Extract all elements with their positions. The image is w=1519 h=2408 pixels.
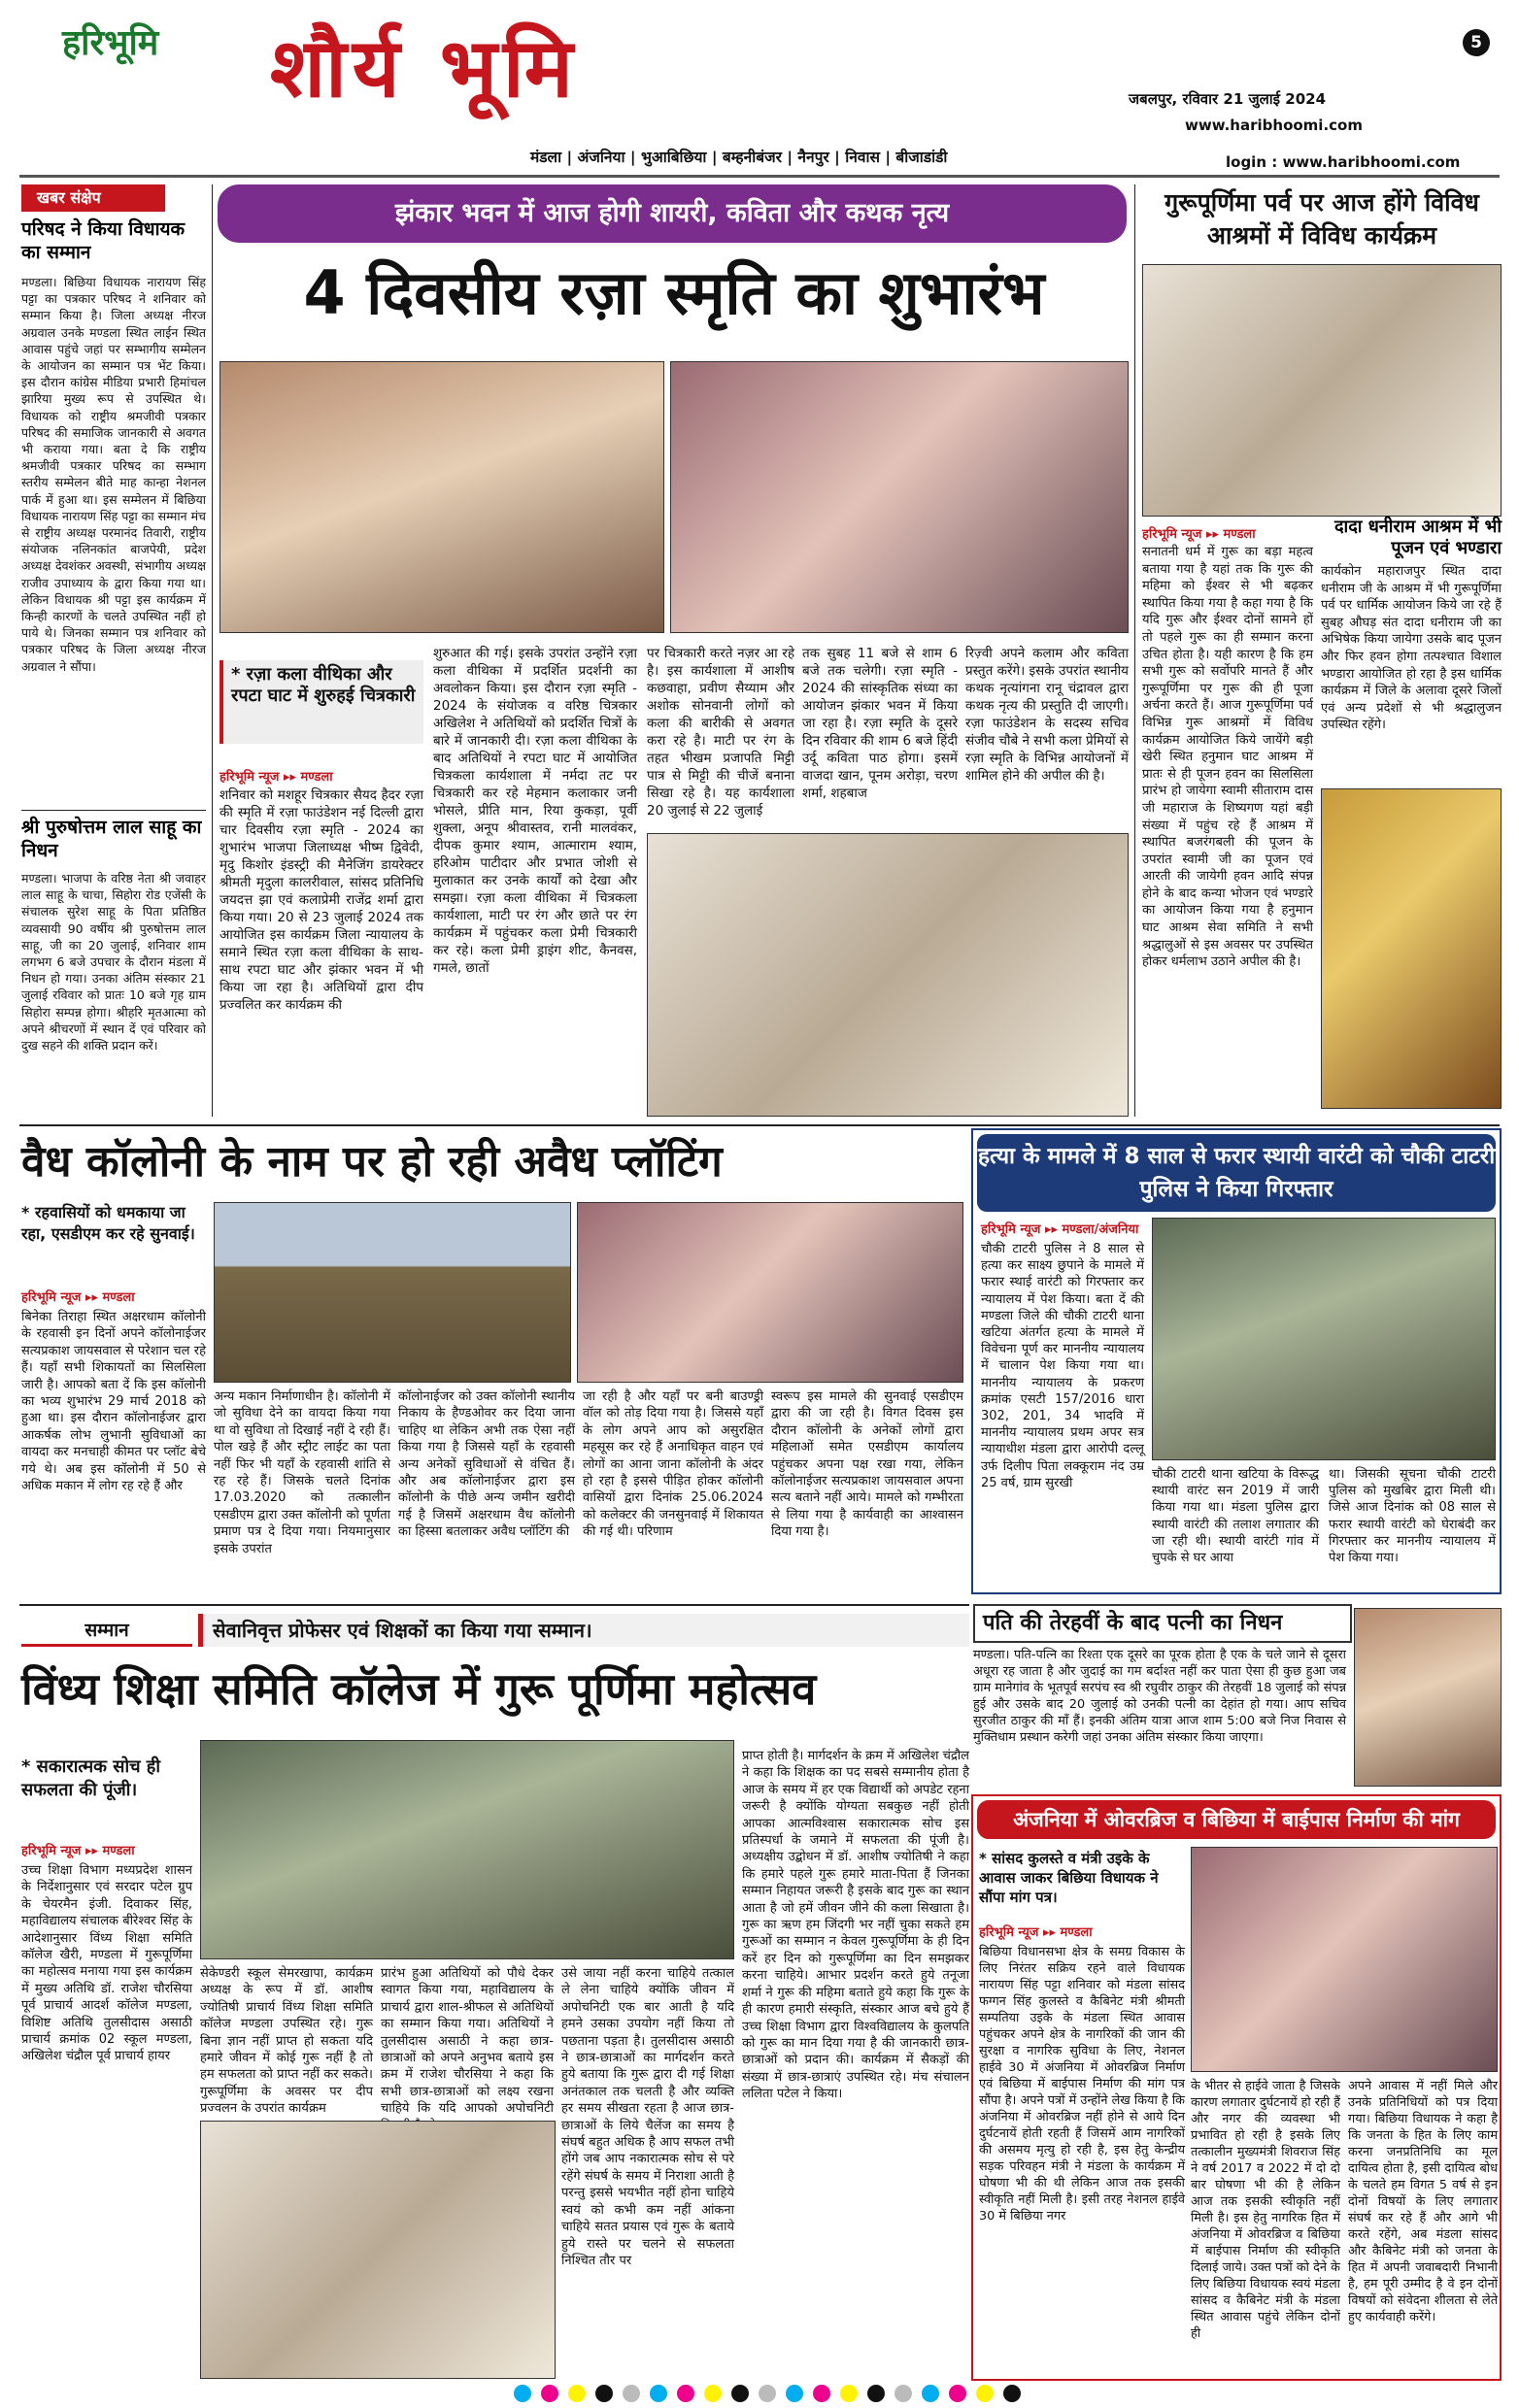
honor-tag: सम्मान [21, 1614, 192, 1647]
reg-dot [568, 2385, 586, 2402]
honor-col-1: उच्च शिक्षा विभाग मध्यप्रदेश शासन के निर्देशानुसार एवं सरदार पटेल ग्रुप के चेयरमैन इंजी. दिवाकर सिंह, महाविद्यालय संचालक बीरेश्वर सिंह के आदेशानुसार विंध्य शिक्षा समिति कॉलेज खैरी, मण्डला में गुरूपूर्णिमा का महोत्सव मनाया गया इस कार्यक्रम में मुख्य अतिथि डॉ. राजेश चौरसिया पूर्व प्राचार्य आदर्श कॉलेज मण्डला, विशिष्ट अतिथि तुलसीदास असाठी प्राचार्य क्रमांक 02 स्कूल मण्डला, अखिलेश चंद्रौल पूर्व प्राचार्य हायर [21, 1863, 192, 2064]
raza-callout: * रज़ा कला वीथिका और रपटा घाट में शुरुहई चित्रकारी [219, 660, 423, 744]
raza-col-2: शुरुआत की गई। इसके उपरांत उन्होंने रज़ा कला वीथिका में प्रदर्शित प्रदर्शनी का अवलोकन किया। इस दौरान रज़ा स्मृति - 2024 के संयोजक व वरिष्ठ चित्रकार अखिलेश ने अतिथियों को प्रदर्शित चित्रों के बारे में जानकारी दी। रज़ा कला वीथिका के बाद अतिथियों ने रपटा घाट में आयोजित चित्रकला कार्यशाला में नर्मदा तट पर चित्रकारी कर रहे मेहमान कलाकार जनी भोसले, प्रीति मान, रिया कुकड़ा, पूर्वी शुक्ला, अनूप श्रीवास्तव, रानी मालवंकर, दीपक कुमार श्याम, आत्माराम श्याम, हरिओम पाटीदार और प्रभात जोशी से मुलाकात कर उनके कार्यों को देखा और समझा। रज़ा कला वीथिका में चित्रकला कार्यशाला, माटी पर रंग और छाते पर रंग कार्यक्रम में पहुंचकर कला प्रेमी चित्रकारी कर रहे। कला प्रेमी ड्राइंग शीट, कैनवस, गमले, छातों [433, 646, 637, 976]
murder-col-1: चौकी टाटरी पुलिस ने 8 साल से हत्या कर साक्ष्य छुपाने के मामले में फरार स्थाई वारंटी को गिरफ्तार कर न्यायालय में पेश किया। बता दें की मण्डला जिले की चौकी टाटरी थाना खटिया अंतर्गत हत्या के मामले में विवेचना पूर्ण कर माननीय न्यायालय में चालान पेश किया गया था। माननीय न्यायालय के प्रकरण क्रमांक एसटी 157/2016 धारा 302, 201, 34 भादवि में माननीय न्यायालय प्रथम अपर सत्र न्यायाधीश मंडला द्वारा आरोपी दल्लू उर्फ दिलीप पिता लक्कूराम नंद उम्र 25 वर्ष, ग्राम सुरखी [981, 1242, 1144, 1490]
reg-dot [595, 2385, 613, 2402]
bypass-col-1: बिछिया विधानसभा क्षेत्र के समग्र विकास के लिए निरंतर सक्रिय रहने वाले विधायक नारायण सिंह पट्टा शनिवार को मंडला सांसद फग्गन सिंह कुलस्ते व कैबिनेट मंत्री श्रीमती सम्पतिया उइके के मंडला स्थित आवास पहुंचकर अपने क्षेत्र के नागरिकों की जान की सुरक्षा व नागरिक सुविधा के लिए, नेशनल हाईवे 30 में अंजनिया में ओवरब्रिज निर्माण एवं बिछिया में बाईपास निर्माण की मांग पत्र सौंपा है। अपने पत्रों में उन्होंने लेख किया है कि अंजनिया में ओवरब्रिज नहीं होने से आये दिन दुर्घटनायें होती रहती हैं जिसमें आम नागरिकों की असमय मृत्यु हो रही है, इस हेतु केन्द्रीय सड़क परिवहन मंत्री ने मंडला के कार्यक्रम में घोषणा भी की थी लेकिन आज तक इसकी स्वीकृति नहीं मिली है। इसी तरह नेशनल हाईवे 30 में बिछिया नगर [979, 1945, 1185, 2224]
bypass-story [971, 1794, 1502, 2381]
column-rule [212, 184, 213, 1117]
honor-col-5: प्राप्त होती है। मार्गदर्शन के क्रम में अखिलेश चंद्रौल ने कहा कि शिक्षक का पद सबसे सम्मानीय होता है आज के समय में हर एक विद्यार्थी को अपडेट रहना जरूरी है क्योंकि योग्यता सबकुछ नहीं होती आपका आत्मविश्वास सकारात्मक सोच इस प्रतिस्पर्धा के जमाने में सफलता की पूंजी है। अध्यक्षीय उद्बोधन में डॉ. आशीष ज्योतिषी ने कहा कि हमारे पहले गुरू हमारे माता-पिता हैं जिनका सम्मान निहायत जरूरी है इसके बाद गुरू का स्थान आता है जो हमें जीवन जीने की कला सिखाता है। गुरू का ऋण हम जिंदगी भर नहीं चुका सकते हम गुरूओं का सम्मान न केवल गुरूपूर्णिमा के ही दिन करें हर दिन को गुरूपूर्णिमा का दिन समझकर करना चाहिये। आभार प्रदर्शन करते हुये तनूजा शर्मा ने गुरू की महिमा बताते हुये कहा कि गुरू के ही कारण हमारी संस्कृति, संस्कार आज बचे हुये हैं उच्च शिक्षा विभाग द्वारा विश्वविद्यालय के कुलपति को गुरू का मान दिया गया है की जानकारी छात्र-छात्राओं को प्रदान की। कार्यक्रम में सैकड़ों की संख्या में छात्र-छात्राएं उपस्थित रहे। मंच संचालन ललिता पटेल ने किया। [742, 1749, 969, 2102]
widow-headline: पति की तेरहवीं के बाद पत्नी का निधन [973, 1604, 1352, 1643]
bypass-byline: हरिभूमि न्यूज ▸▸ मण्डला [979, 1925, 1093, 1940]
raza-byline: हरिभूमि न्यूज ▸▸ मण्डला [219, 770, 333, 785]
page-number: 5 [1463, 29, 1490, 56]
edition-title: शौर्य भूमि [270, 19, 579, 116]
reg-dot [922, 2385, 939, 2402]
reg-dot [895, 2385, 912, 2402]
guru-statue-photo [1142, 264, 1502, 517]
murder-byline: हरिभूमि न्यूज ▸▸ मण्डला/अंजनिया [981, 1222, 1139, 1237]
honor-callout: * सकारात्मक सोच ही सफलता की पूंजी। [21, 1756, 161, 1800]
widow-portrait-photo [1354, 1608, 1502, 1787]
honor-col-4: उसे जाया नहीं करना चाहिये तत्काल ले लेना चाहिये क्योंकि जीवन में अपोचनिटी एक बार आती है यदि हमने उसका उपयोग नहीं किया तो पछताना पड़ता है। तुलसीदास असाठी ने छात्र-छात्राओं का मार्गदर्शन करते हुये बताया कि गुरू द्वारा दी गई शिक्षा अनंतकाल तक चलती है और व्यक्ति हर समय सीखता रहता है आज छात्र-छात्राओं के लिये चैलेंज का समय है संघर्ष बहुत अधिक है आप सफल तभी होंगे जब आप नकारात्मक सोच से परे रहेंगे संघर्ष के समय में निराशा आती है परन्तु इससे भयभीत नहीं होना चाहिये स्वयं को कभी कम नहीं आंकना चाहिये सतत प्रयास एवं गुरू के बताये हुये रास्ते पर चलने से सफलता निश्चित तौर पर [561, 1966, 734, 2268]
colony-headline: वैध कॉलोनी के नाम पर हो रही अवैध प्लॉटिंग [21, 1137, 723, 1187]
colony-plot-photo [214, 1202, 571, 1383]
honor-col-2: सेकेण्डरी स्कूल सेमरखापा, कार्यक्रम अध्यक्ष के रूप में डॉ. आशीष ज्योतिषी प्राचार्य विंध्य शिक्षा समिति कॉलेज मण्डला उपस्थित रहे। गुरू बिना ज्ञान नहीं प्राप्त हो सकता यदि हमारे जीवन में कोई गुरू नहीं है तो हम सफलता को प्राप्त नहीं कर सकते। गुरूपूर्णिमा के अवसर पर दीप प्रज्वलन के उपरांत कार्यक्रम [200, 1966, 373, 2117]
brief-divider [21, 810, 206, 811]
brief-body-1: मण्डला। बिछिया विधायक नारायण सिंह पट्टा का पत्रकार परिषद ने शनिवार को सम्मान किया है। जिला अध्यक्ष नीरज अग्रवाल उनके मण्डला स्थित लाईन स्थित आवास पहुंचे जहां पर सम्भागीय सम्मेलन के आयोजन का सम्मान पत्र भेंट किया। इस दौरान कांग्रेस मीडिया प्रभारी हिमांचल झारिया मुख्य रूप से उपस्थित थे। विधायक को राष्ट्रीय श्रमजीवी पत्रकार परिषद की समाजिक जानकारी से अवगत भी कराया गया। बता दे कि राष्ट्रीय श्रमजीवी पत्रकार परिषद का सम्भाग स्तरीय सम्मेलन बीते माह कान्हा नेशनल पार्क में हुआ था। इस सम्मेलन में बिछिया विधायक नारायण सिंह पट्टा का सम्मान मंच से राष्ट्रीय अध्यक्ष परमानंद तिवारी, राष्ट्रीय संयोजक नलिनकांत बाजपेयी, प्रदेश अध्यक्ष देवशंकर अवस्थी, संभागीय अध्यक्ष राजीव उपाध्याय के द्वारा किया गया था। लेकिन विधायक श्री पट्टा इस कार्यक्रम में किन्ही कारणों के चलते उपस्थित नहीं हो पाये थे। जिनका सम्मान पत्र शनिवार को पत्रकार परिषद के जिला अध्यक्ष नीरज अग्रवाल ने सौंपा। [21, 275, 206, 674]
guru-shrine-photo [1321, 788, 1502, 1109]
raza-inauguration-photo [219, 361, 664, 633]
reg-dot [1003, 2385, 1021, 2402]
reg-dot [623, 2385, 640, 2402]
district-bar: मंडला | अंजनिया | भुआबिछिया | बम्हनीबंजर | नैनपुर | निवास | बीजाडांडी [530, 149, 948, 166]
guru-byline: हरिभूमि न्यूज ▸▸ मण्डला [1142, 527, 1256, 542]
guru-subhead: दादा धनीराम आश्रम में भी पूजन एवं भण्डारा [1334, 517, 1502, 558]
reg-dot [867, 2385, 885, 2402]
raza-workshop-photo [647, 833, 1129, 1117]
raza-col-5: रिज़्वी अपने कलाम और कविता प्रस्तुत करेंगे। इसके उपरांत स्थानीय कथक नृत्यांगना रानू चंद्रावल द्वारा कथक नृत्य की प्रस्तुति दी जाएगी। रज़ा फाउंडेशन के सदस्य सचिव संजीव चौबे ने सभी कला प्रेमियों से रज़ा स्मृति के विभिन्न आयोजनों में शामिल होने की अपील की है। [965, 646, 1129, 784]
reg-dot [976, 2385, 994, 2402]
honor-byline: हरिभूमि न्यूज ▸▸ मण्डला [21, 1844, 135, 1858]
colony-col-5: स्वरूप इस मामले की सुनवाई एसडीएम द्वारा की जा रही है। विगत दिवस इस दौरान कॉलोनी के अनेकों लोगों द्वारा महिलाओं समेत एसडीएम कार्यालय पहुंचकर अपना पक्ष रखा गया, लेकिन कॉलोनाईजर सत्यप्रकाश जायसवाल अपना सत्य बताने नहीं आये। मामले को गम्भीरता से लिया गया है कार्यवाही का आश्वासन दिया गया है। [771, 1389, 963, 1540]
raza-col-4: तक सुबह 11 बजे से शाम 6 बजे तक चलेगी। रज़ा स्मृति - 2024 की सांस्कृतिक संध्या का आयोजन झंकार भवन में किया जा रहा है। रज़ा स्मृति के दूसरे दिन रविवार की शाम 6 बजे हिंदी उर्दू कविता पाठ होगा। इसमें वाजदा खान, पूनम अरोड़ा, चरण शर्मा, शहबाज [802, 646, 958, 801]
date-line: जबलपुर, रविवार 21 जुलाई 2024 [1129, 90, 1326, 108]
reg-dot [786, 2385, 803, 2402]
reg-dot [949, 2385, 966, 2402]
murder-col-3: था। जिसकी सूचना चौकी टाटरी पुलिस को मुखबिर द्वारा मिली थी। जिसे आज दिनांक को 08 साल से फरार स्थायी वारंटी को घेराबंदी कर गिरफ्तार कर माननीय न्यायालय में पेश किया गया। [1329, 1467, 1496, 1566]
bypass-col-3: अपने आवास में नहीं मिले और उनके प्रतिनिधियों को पत्र दिया गया। बिछिया विधायक ने कहा है कि जनता के हित के लिए काम करना जनप्रतिनिधि का मूल दायित्व होता है, इसी दायित्व बोध के चलते हम विगत 5 वर्ष से इन दोनों विषयों के लिए लगातार संघर्ष कर रहे हैं और आगे भी करते रहेंगे, अब मंडला सांसद और कैबिनेट मंत्री को जनता के हित में अपनी जवाबदारी निभानी है, हम पूरी उम्मीद है वे इन दोनों विषयों को संवेदना शीलता से लेते हुए कार्यवाही करेंगे। [1348, 2079, 1498, 2324]
colony-col-2: अन्य मकान निर्माणाधीन है। कॉलोनी में जो सुविधा देने का वायदा किया गया था वो सुविधा तो दिखाई नहीं दे रही हैं। पोल खड़े हैं और स्ट्रीट लाईट का पता नहीं फिर भी यहाँ के रहवासी शांति से रह रहे हैं। जिसके चलते दिनांक 17.03.2020 को तत्कालीन एसडीएम द्वारा उक्त कॉलोनी को पूर्णता प्रमाण पत्र दे दिया गया। नियमानुसार इसके उपरांत [214, 1389, 390, 1556]
brief-headline-1: परिषद ने किया विधायक का सम्मान [21, 218, 186, 263]
brief-body-2: मण्डला। भाजपा के वरिष्ठ नेता श्री जवाहर लाल साहू के चाचा, सिहोरा रोड एजेंसी के संचालक सुरेश साहू के पिता प्रतिष्ठित व्यवसायी 90 वर्षीय श्री पुरुषोत्तम लाल साहू, जी का 20 जुलाई, शनिवार शाम लगभग 6 बजे उपचार के दौरान मंडला में निधन हो गया। उनका अंतिम संस्कार 21 जुलाई रविवार को प्रातः 10 बजे गृह ग्राम सिहोरा सम्पन्न होगा। श्रीहरि मृतआत्मा को अपने श्रीचरणों में स्थान दें एवं परिवार को दुख सहने की शक्ति प्रदान करें। [21, 871, 206, 1054]
colony-col-1: बिनेका तिराहा स्थित अक्षरधाम कॉलोनी के रहवासी इन दिनों अपने कॉलोनाईजर सत्यप्रकाश जायसवाल से परेशान चल रहे हैं। यहाँ सभी शिकायतों का सिलसिला जारी है। आपको बता दें कि इस कॉलोनी का भव्य शुभारंभ 29 मार्च 2018 को हुआ था। इस दौरान कॉलोनाईजर द्वारा आकर्षक लोभ लुभानी सुविधाओं का वायदा कर मनचाही कीमत पर प्लॉट बेचे गये थे। अब इस कॉलोनी में 50 से अधिक मकान में लोग रह रहे हैं और [21, 1310, 206, 1494]
reg-dot [731, 2385, 749, 2402]
colony-byline: हरिभूमि न्यूज ▸▸ मण्डला [21, 1290, 135, 1305]
raza-headline: 4 दिवसीय रज़ा स्मृति का शुभारंभ [303, 257, 1045, 328]
brand-logo: हरिभूमि [62, 22, 159, 63]
reg-dot [650, 2385, 667, 2402]
website[interactable]: www.haribhoomi.com [1185, 117, 1363, 134]
bypass-col-2: के भीतर से हाईवे जाता है जिसके कारण लगातार दुर्घटनायें हो रही हैं और नगर की व्यवस्था भी प्रभावित हो रही है इसके लिए तत्कालीन मुख्यमंत्री शिवराज सिंह ने वर्ष 2017 व 2022 में दो दो बार घोषणा भी की है लेकिन आज तक इसकी स्वीकृति नहीं मिली है। इस हेतु नागरिक हित में अंजनिया में ओवरब्रिज व बिछिया में बाईपास निर्माण की स्वीकृति दिलाई जाये। उक्त पत्रों को देने के लिए बिछिया विधायक स्वयं मंडला सांसद व कैबिनेट मंत्री के मंडला स्थित आवास पहुंचे लेकिन दोनों ही [1191, 2079, 1340, 2341]
raza-banner: झंकार भवन में आज होगी शायरी, कविता और कथक नृत्य [218, 184, 1127, 243]
section-rule [19, 1124, 1500, 1126]
bypass-callout: * सांसद कुलस्ते व मंत्री उइके के आवास जाकर बिछिया विधायक ने सौंपा मांग पत्र। [979, 1850, 1159, 1906]
brief-tag: खबर संक्षेप [21, 184, 165, 212]
reg-dot [677, 2385, 694, 2402]
colony-callout: * रहवासियों को धमकाया जा रहा, एसडीएम कर रहे सुनवाई। [21, 1203, 195, 1243]
raza-col-1: शनिवार को मशहूर चित्रकार सैयद हैदर रज़ा की स्मृति में रज़ा फाउंडेशन नई दिल्ली द्वारा चार दिवसीय रज़ा स्मृति - 2024 का शुभारंभ भाजपा जिलाध्यक्ष भीष्म द्विवेदी, मृदु किशोर इंडस्ट्री की मैनेजिंग डायरेक्टर श्रीमती मृदुला कालरीवाल, सांसद प्रतिनिधि जयदत्त झा एवं कलाप्रेमी राजेंद्र शर्मा द्वारा किया गया। 20 से 23 जुलाई 2024 तक आयोजित इस कार्यक्रम जिला न्यायालय के समाने स्थित रज़ा कला वीथिका के साथ-साथ रपटा घाट और झंकार भवन में भी किया जा रहा है। अतिथियों द्वारा दीप प्रज्वलित कर कार्यक्रम की [219, 787, 423, 1013]
reg-dot [840, 2385, 858, 2402]
raza-exhibition-photo [670, 361, 1129, 633]
murder-story [971, 1128, 1502, 1594]
guru-col-1: सनातनी धर्म में गुरू का बड़ा महत्व बताया गया है यहां तक कि गुरू की महिमा को ईश्वर से भी बढ़कर स्थापित किया गया है कहा गया है कि यदि गुरू और ईश्वर दोनों सामने हों तो पहले गुरू का ही सम्मान करना उचित होता है। यही कारण है कि हम सभी गुरू को सर्वोपरि मानते हैं और गुरूपूर्णिमा पर गुरू की ही पूजा अर्चना करते हैं। आज गुरूपूर्णिमा पर्व विभिन्न गुरू आश्रमों में विविध कार्यक्रम आयोजित किये जायेंगे बड़ी खेरी स्थित हनुमान घाट आश्रम में प्रातः से ही पूजन हवन का सिलसिला प्रारंभ हो जायेगा स्वामी सीताराम दास जी महाराज के शिष्यगण यहां बड़ी संख्या में पहुंच रहे हैं आश्रम में स्थापित बजरंगबली की पूजन के उपरांत स्वामी जी का पूजन एवं आरती की जायेगी हवन आदि संपन्न होने के बाद कन्या भोजन एवं भण्डारे का आयोजन किया गया है हनुमान घाट आश्रम सेवा समिति ने सभी श्रद्धालुओं से इस अवसर पर उपस्थित होकर धर्मलाभ उठाने अपील की है। [1142, 545, 1313, 970]
column-rule [1134, 184, 1135, 1117]
brief-headline-2: श्री पुरुषोत्तम लाल साहू का निधन [21, 817, 202, 861]
honor-students-photo [200, 2121, 556, 2379]
registration-marks [165, 2385, 1369, 2406]
bypass-banner: अंजनिया में ओवरब्रिज व बिछिया में बाईपास निर्माण की मांग [977, 1800, 1496, 1839]
honor-col-3: प्रारंभ हुआ अतिथियों को पौधे देकर स्वागत किया गया, महाविद्यालय के प्राचार्य द्वारा शाल-श्रीफल से अतिथियों का सम्मान किया गया। अतिथियों ने तुलसीदास असाठी ने कहा छात्र-छात्राओं को अपने अनुभव बताये इस क्रम में राजेश चौरसिया ने कहा कि सभी छात्र-छात्राओं को लक्ष्य रखना चाहिये कि यदि आपको अपोचनिटी [381, 1966, 554, 2117]
section-rule [19, 1604, 969, 1606]
colony-residents-photo [577, 1202, 963, 1383]
login-link[interactable]: login : www.haribhoomi.com [1226, 153, 1461, 171]
colony-col-4: जा रही है और यहाँ पर बनी बाउण्ड्री वॉल को तोड़ दिया गया है। जिससे यहाँ के लोग अपने आप को असुरक्षित महसूस कर रहे हैं अनाधिकृत वाहन एवं लोगों का आना जाना कॉलोनी के अंदर हो रहा है इससे पीड़ित होकर कॉलोनी वासियों द्वारा दिनांक 25.06.2024 को कलेक्टर की जनसुनवाई में शिकायत की गई थी। परिणाम [583, 1389, 763, 1540]
widow-body: मण्डला। पति-पत्नि का रिश्ता एक दूसरे का पूरक होता है एक के चले जाने से दूसरा अधूरा रह जाता है और जुदाई का गम बर्दाश्त नहीं कर पाता ऐसा ही कुछ हुआ जब ग्राम मानेगांव के भूतपूर्व सरपंच स्व श्री रघुवीर ठाकुर की तेरहवीं 18 जुलाई को संपन्न हुई और उसके बाद 20 जुलाई को उनकी पत्नी का देहांत हो गया। आप सचिव सुरजीत ठाकुर की माँ हैं। इनकी अंतिम यात्रा आज शाम 5:00 बजे निज निवास से मुक्तिधाम प्रस्थान करेगी जहां उनका अंतिम संस्कार किया जाएगा। [973, 1648, 1346, 1745]
honor-headline: विंध्य शिक्षा समिति कॉलेज में गुरू पूर्णिमा महोत्सव [21, 1663, 817, 1715]
murder-banner: हत्या के मामले में 8 साल से फरार स्थायी वारंटी को चौकी टाटरी पुलिस ने किया गिरफ्तार [977, 1134, 1496, 1212]
reg-dot [704, 2385, 722, 2402]
masthead-rule [19, 175, 1500, 178]
reg-dot [813, 2385, 830, 2402]
reg-dot [759, 2385, 776, 2402]
honor-stage-photo [200, 1740, 734, 1959]
guru-col-2: कार्यकोन महाराजपुर स्थित दादा धनीराम जी के आश्रम में भी गुरूपूर्णिमा पर्व पर धार्मिक आयोजन किये जा रहे हैं सुबह औघड़ संत दादा धनीराम जी का अभिषेक किया जायेगा उसके बाद पूजन और फिर हवन होगा तत्पश्चात विशाल भण्डारा आयोजित हो रहा है इस धार्मिक कार्यक्रम में जिले के अलावा दूसरे जिलों एवं अन्य प्रदेशों से भी श्रद्धालुजन उपस्थित रहेंगे। [1321, 564, 1502, 733]
reg-dot [514, 2385, 531, 2402]
guru-headline: गुरूपूर्णिमा पर्व पर आज होंगे विविध आश्रमों में विविध कार्यक्रम [1165, 188, 1479, 250]
murder-arrest-photo [1152, 1218, 1496, 1460]
raza-col-3: पर चित्रकारी करते नज़र आ रहे है। इस कार्यशाला में आशीष कछवाहा, प्रवीण सैय्याम और अशोक सोनवानी लोगों को कला की बारीकी से अवगत करा रहे है। माटी पर रंग के तहत भीखम प्रजापति मिट्टी पात्र से मिट्टी की चीजें बनाना सिखा रहे है। यह कार्यशाला 20 जुलाई से 22 जुलाई [647, 646, 794, 819]
murder-col-2: चौकी टाटरी थाना खटिया के विरूद्ध स्थायी वारंट सन 2019 में जारी किया गया था। मंडला पुलिस द्वारा स्थायी वारंटी की तलाश लगातार की जा रही थी। स्थायी वारंटी गांव में चुपके से घर आया [1152, 1467, 1319, 1566]
reg-dot [541, 2385, 558, 2402]
colony-col-3: कॉलोनाईजर को उक्त कॉलोनी स्थानीय निकाय के हैण्डओवर कर दिया जाना चाहिए था लेकिन अभी तक ऐसा नहीं किया गया है जिससे यहाँ के रहवासी अन्य अनेकों सुविधाओं से वंचित हैं। और अब कॉलोनाईजर द्वारा इस कॉलोनी के पीछे अन्य जमीन खरीदी गई है जिसमें अक्षरधाम वैध कॉलोनी का हिस्सा बतलाकर अवैध प्लॉटिंग की [398, 1389, 575, 1540]
honor-deck: सेवानिवृत्त प्रोफेसर एवं शिक्षकों का किया गया सम्मान। [198, 1614, 969, 1647]
bypass-memorandum-photo [1191, 1847, 1498, 2072]
